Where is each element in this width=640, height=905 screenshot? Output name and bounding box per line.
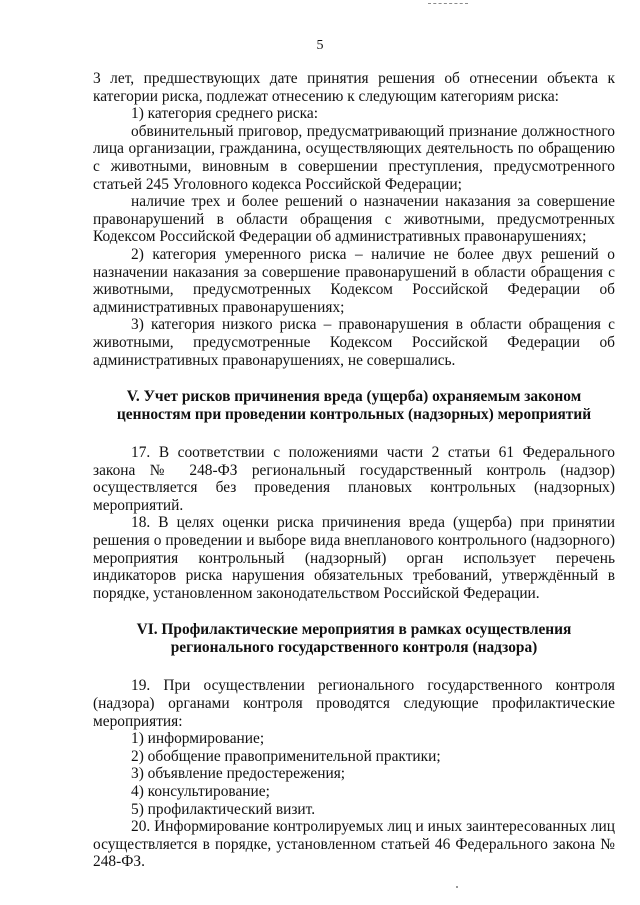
scan-top-mark [428, 3, 468, 7]
section-5-heading-line-1: V. Учет рисков причинения вреда (ущерба) охраняемым законом [126, 388, 582, 406]
document-body [93, 70, 615, 871]
list-item: 3) объявление предостережения; [131, 765, 346, 783]
paragraph-risk-intro: 3 лет, предшествующих дате принятия решения об отнесении объекта к категории риска, подлежат отнесению к следующим категориям риска: [93, 70, 615, 105]
paragraph-19: 19. При осуществлении регионального государственного контроля (надзора) органами контроля проводятся следующие профилактические мероприятия: [93, 677, 615, 730]
paragraph-17: 17. В соответствии с положениями части 2 статьи 61 Федерального закона № 248-ФЗ региональный государственный контроль (надзор) осуществляется без проведения плановых контрольных (надзорных) мероприятий. [93, 444, 615, 514]
paragraph-conviction: обвинительный приговор, предусматривающий признание должностного лица организации, гражданина, осуществляющих деятельность по обращению с животными, виновным в совершении преступления, предусмотренного статьей 245 Уголовного кодекса Российской Федерации; [93, 122, 615, 193]
paragraph-three-decisions: наличие трех и более решений о назначении наказания за совершение правонарушений в области обращения с животными, предусмотренных Кодексом Российской Федерации об административных правонарушениях; [93, 193, 615, 246]
scan-speck [456, 886, 458, 888]
section-5-heading [93, 388, 615, 424]
list-item: 5) профилактический визит. [131, 800, 316, 818]
section-6-heading [93, 621, 615, 657]
section-6-heading-line-2: регионального государственного контроля (надзора) [170, 639, 538, 657]
paragraph-low-risk: 3) категория низкого риска – правонарушения в области обращения с животными, предусмотренные Кодексом Российской Федерации об административных правонарушениях, не совершались. [93, 316, 615, 369]
paragraph-moderate-risk: 2) категория умеренного риска – наличие не более двух решений о назначении наказания за совершение правонарушений в области обращения с животными, предусмотренных Кодексом Российской Федерации об административных правонарушениях; [93, 245, 615, 316]
paragraph-medium-risk: 1) категория среднего риска: [131, 105, 319, 123]
page-number: 5 [316, 38, 324, 53]
list-item: 1) информирование; [131, 730, 265, 748]
list-item: 4) консультирование; [131, 783, 270, 800]
section-5-heading-line-2: ценностям при проведении контрольных (надзорных) мероприятий [116, 406, 592, 424]
section-6-heading-line-1: VI. Профилактические мероприятия в рамках осуществления [136, 621, 572, 639]
paragraph-18: 18. В целях оценки риска причинения вреда (ущерба) при принятии решения о проведении и выборе вида внепланового контрольного (надзорного) мероприятия контрольный (надзорный) орган использует перечень индикаторов риска нарушения обязательных требований, утверждённый в порядке, установленном законодательством Российской Федерации. [93, 514, 615, 602]
list-item: 2) обобщение правоприменительной практики; [131, 747, 441, 765]
paragraph-20: 20. Информирование контролируемых лиц и иных заинтересованных лиц осуществляется в порядке, установленном статьей 46 Федерального закона № 248-ФЗ. [93, 818, 615, 871]
